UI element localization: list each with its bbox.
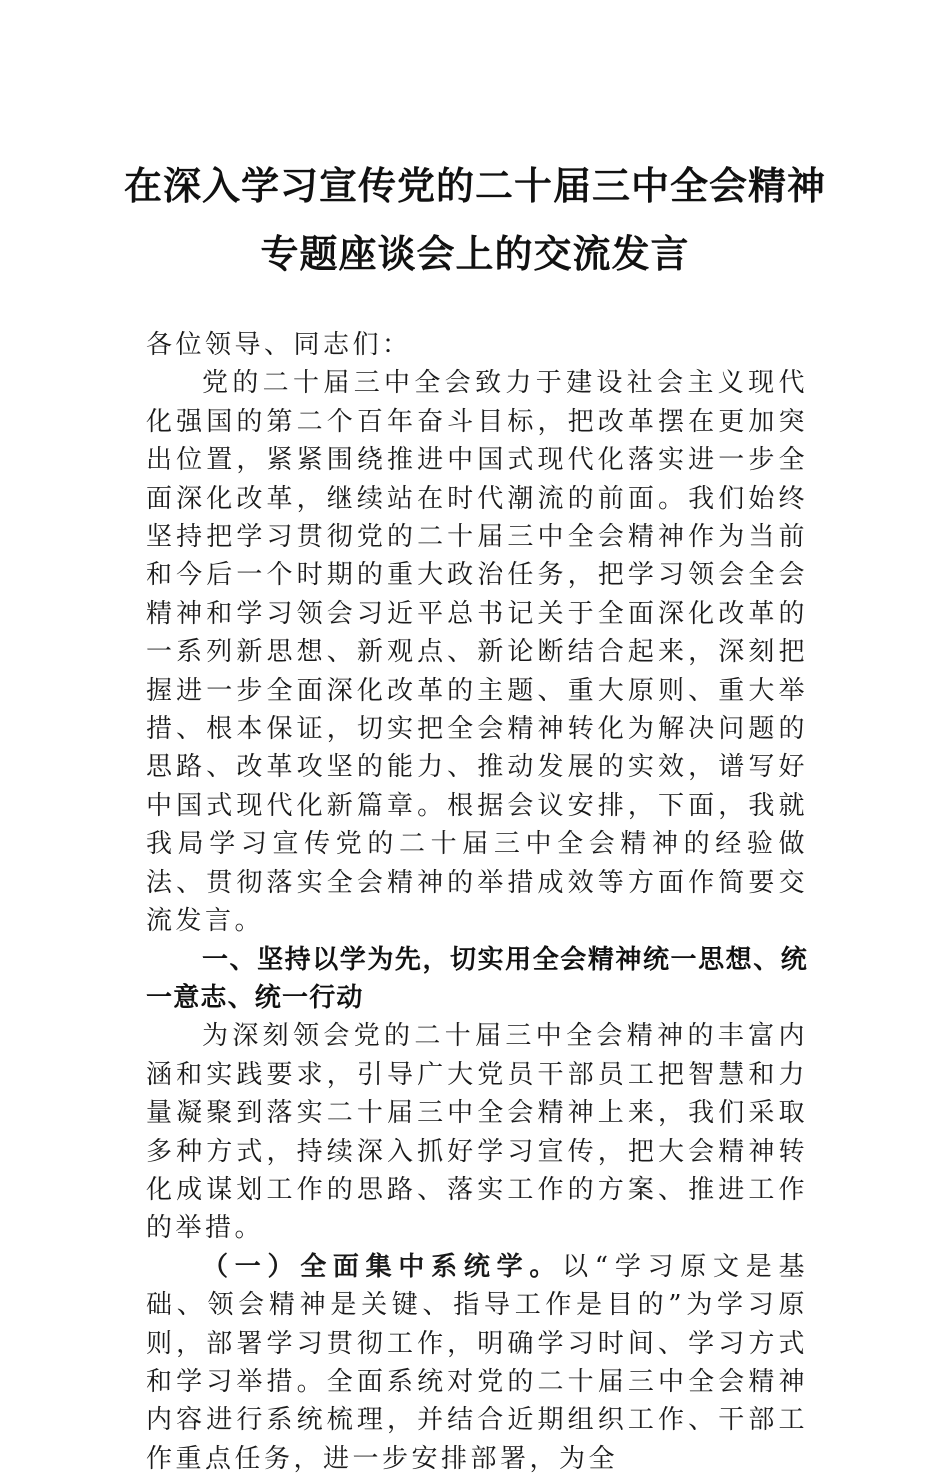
document-title-line-1: 在深入学习宣传党的二十届三中全会精神 [123,163,826,208]
subsection-1-body: 以“学习原文是基础、领会精神是关键、指导工作是目的”为学习原则，部署学习贯彻工作，明确学习时间、学习方式和学习举措。全面系统对党的二十届三中全会精神内容进行系统梳理，并结合近期组织工作、干部工作重点任务，进一步安排部署，为全 [146,1251,808,1474]
document-body [146,326,808,1478]
document-title-line-2: 专题座谈会上的交流发言 [260,231,690,276]
salutation: 各位领导、同志们： [146,330,412,360]
subsection-1-paragraph [146,1248,808,1478]
intro-paragraph: 党的二十届三中全会致力于建设社会主义现代化强国的第二个百年奋斗目标，把改革摆在更加突出位置，紧紧围绕推进中国式现代化落实进一步全面深化改革，继续站在时代潮流的前面。我们始终坚持把学习贯彻党的二十届三中全会精神作为当前和今后一个时期的重大政治任务，把学习领会全会精神和学习领会习近平总书记关于全面深化改革的一系列新思想、新观点、新论断结合起来，深刻把握进一步全面深化改革的主题、重大原则、重大举措、根本保证，切实把全会精神转化为解决问题的思路、改革攻坚的能力、推动发展的实效，谱写好中国式现代化新篇章。根据会议安排，下面，我就我局学习宣传党的二十届三中全会精神的经验做法、贯彻落实全会精神的举措成效等方面作简要交流发言。 [146,368,808,937]
subsection-1-lead: （一）全面集中系统学。 [202,1251,563,1282]
section-1-paragraph: 为深刻领会党的二十届三中全会精神的丰富内涵和实践要求，引导广大党员干部员工把智慧和力量凝聚到落实二十届三中全会精神上来，我们采取多种方式，持续深入抓好学习宣传，把大会精神转化成谋划工作的思路、落实工作的方案、推进工作的举措。 [146,1021,808,1244]
section-1-heading: 一、坚持以学为先，切实用全会精神统一思想、统一意志、统一行动 [146,944,808,1013]
